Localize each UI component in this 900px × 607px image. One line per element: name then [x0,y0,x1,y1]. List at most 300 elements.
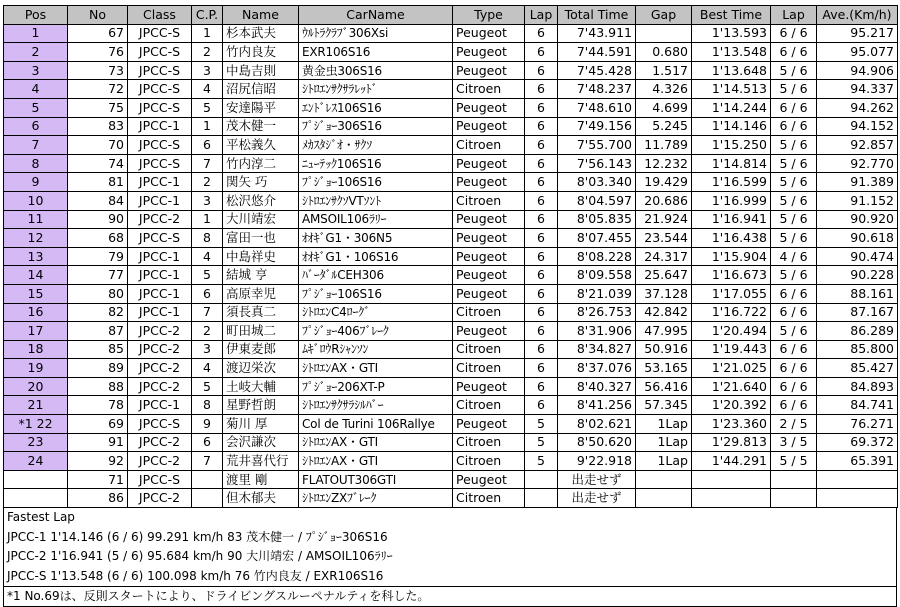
cell-best-lap: 6 / 6 [771,98,817,117]
cell-average-speed: 90.920 [817,210,898,229]
cell-cp: 7 [192,303,223,322]
cell-cp: 8 [192,229,223,248]
cell-gap: 42.842 [636,303,692,322]
cell-no: 75 [68,98,128,117]
fastest-lap-jpcc-s: JPCC-S 1'13.548 (6 / 6) 100.098 km/h 76 竹内良友 / EXR106S16 [7,568,384,583]
cell-lap: 6 [525,340,558,359]
table-row [4,266,898,285]
cell-no: 82 [68,303,128,322]
cell-type: Peugeot [453,266,525,285]
cell-class: JPCC-1 [128,396,192,415]
cell-no: 76 [68,43,128,62]
cell-average-speed: 94.337 [817,80,898,99]
cell-best-time: 1'16.438 [692,229,771,248]
cell-no: 90 [68,210,128,229]
cell-no: 81 [68,173,128,192]
table-row [4,117,898,136]
cell-total-time: 8'04.597 [558,191,636,210]
cell-total-time: 7'55.700 [558,136,636,155]
fastest-lap-jpcc-2: JPCC-2 1'16.941 (5 / 6) 95.684 km/h 90 大川靖宏 / AMSOIL106ﾗﾘｰ [7,549,393,564]
cell-lap: 6 [525,154,558,173]
cell-class: JPCC-S [128,415,192,434]
header-no: No [68,6,128,25]
header-type: Type [453,6,525,25]
table-row [4,284,898,303]
cell-carname: ｼﾄﾛｴﾝC4ﾛｰｸﾞ [299,303,453,322]
cell-pos [4,470,68,489]
cell-type: Peugeot [453,247,525,266]
cell-class: JPCC-1 [128,266,192,285]
cell-type: Citroen [453,191,525,210]
cell-average-speed: 87.167 [817,303,898,322]
cell-carname: ﾌﾟｼﾞｮｰ306S16 [299,117,453,136]
cell-best-lap: 5 / 6 [771,173,817,192]
cell-best-lap: 4 / 6 [771,247,817,266]
cell-pos: 19 [4,359,68,378]
cell-no: 69 [68,415,128,434]
cell-average-speed: 90.618 [817,229,898,248]
cell-no: 77 [68,266,128,285]
cell-carname: ﾌﾟｼﾞｮｰ406ﾌﾞﾚｰｸ [299,322,453,341]
cell-total-time: 8'37.076 [558,359,636,378]
penalty-note: *1 No.69は、反則スタートにより、ドライビングスルーペナルティを科した。 [4,586,896,606]
cell-name: 菊川 厚 [223,415,299,434]
cell-pos: 1 [4,24,68,43]
table-row [4,24,898,43]
cell-total-time: 7'43.911 [558,24,636,43]
cell-class: JPCC-S [128,470,192,489]
cell-type: Peugeot [453,322,525,341]
cell-lap: 6 [525,229,558,248]
cell-total-time: 8'26.753 [558,303,636,322]
results-footer [3,508,897,607]
cell-lap: 6 [525,98,558,117]
table-row [4,452,898,471]
cell-no: 84 [68,191,128,210]
cell-no: 83 [68,117,128,136]
cell-pos: 14 [4,266,68,285]
cell-cp: 4 [192,247,223,266]
cell-lap: 6 [525,396,558,415]
cell-pos: 13 [4,247,68,266]
cell-carname: ｳﾙﾄﾗｸﾗﾌﾞ306Xsi [299,24,453,43]
cell-average-speed: 92.857 [817,136,898,155]
cell-cp: 6 [192,136,223,155]
cell-class: JPCC-2 [128,340,192,359]
cell-type: Citroen [453,340,525,359]
header-average-speed: Ave.(Km/h) [817,6,898,25]
cell-total-time: 出走せず [558,470,636,489]
cell-gap: 47.995 [636,322,692,341]
table-row [4,61,898,80]
cell-average-speed: 90.228 [817,266,898,285]
cell-lap: 5 [525,433,558,452]
cell-carname: ﾌﾟｼﾞｮｰ106S16 [299,173,453,192]
cell-best-lap: 6 / 6 [771,359,817,378]
cell-cp: 3 [192,340,223,359]
cell-lap: 6 [525,136,558,155]
cell-class: JPCC-S [128,136,192,155]
cell-type: Peugeot [453,173,525,192]
cell-cp: 1 [192,210,223,229]
cell-carname: ｼﾄﾛｴﾝAX・GTI [299,359,453,378]
cell-cp: 1 [192,117,223,136]
cell-lap: 6 [525,247,558,266]
cell-best-lap: 3 / 5 [771,433,817,452]
cell-class: JPCC-S [128,229,192,248]
cell-best-time: 1'13.648 [692,61,771,80]
cell-cp: 5 [192,98,223,117]
cell-lap: 6 [525,303,558,322]
table-row [4,43,898,62]
table-row [4,470,898,489]
cell-best-time: 1'17.055 [692,284,771,303]
cell-name: 渡辺栄次 [223,359,299,378]
cell-total-time: 8'02.621 [558,415,636,434]
cell-name: 茂木健一 [223,117,299,136]
table-row [4,433,898,452]
cell-best-time: 1'14.146 [692,117,771,136]
cell-lap: 6 [525,210,558,229]
cell-gap: 5.245 [636,117,692,136]
cell-class: JPCC-1 [128,284,192,303]
cell-name: 中島吉則 [223,61,299,80]
cell-name: 中島祥史 [223,247,299,266]
table-row [4,136,898,155]
cell-type: Citroen [453,396,525,415]
cell-pos: *1 22 [4,415,68,434]
cell-best-lap: 6 / 6 [771,303,817,322]
cell-type: Citroen [453,303,525,322]
cell-carname: 黄金虫306S16 [299,61,453,80]
cell-gap: 19.429 [636,173,692,192]
cell-class: JPCC-1 [128,117,192,136]
cell-average-speed: 65.391 [817,452,898,471]
header-row [4,6,898,25]
cell-best-time [692,489,771,508]
cell-best-lap: 6 / 6 [771,117,817,136]
cell-cp: 5 [192,266,223,285]
cell-lap: 6 [525,173,558,192]
cell-lap: 6 [525,359,558,378]
header-pos: Pos [4,6,68,25]
cell-class: JPCC-1 [128,247,192,266]
cell-class: JPCC-2 [128,210,192,229]
cell-best-time: 1'14.814 [692,154,771,173]
cell-cp: 2 [192,43,223,62]
cell-carname: EXR106S16 [299,43,453,62]
cell-pos: 9 [4,173,68,192]
cell-best-time: 1'44.291 [692,452,771,471]
cell-no: 89 [68,359,128,378]
cell-name: 関矢 巧 [223,173,299,192]
cell-cp: 3 [192,61,223,80]
cell-best-time: 1'16.999 [692,191,771,210]
cell-average-speed: 86.289 [817,322,898,341]
cell-total-time: 8'21.039 [558,284,636,303]
cell-best-lap: 5 / 6 [771,154,817,173]
cell-gap: 4.326 [636,80,692,99]
cell-best-lap: 6 / 6 [771,284,817,303]
cell-name: 伊東麦郎 [223,340,299,359]
cell-type: Citroen [453,80,525,99]
cell-pos: 5 [4,98,68,117]
cell-total-time: 8'34.827 [558,340,636,359]
cell-name: 但木郁夫 [223,489,299,508]
cell-pos: 8 [4,154,68,173]
cell-no: 70 [68,136,128,155]
cell-carname: ｼﾄﾛｴﾝAX・GTI [299,433,453,452]
cell-total-time: 8'05.835 [558,210,636,229]
cell-name: 結城 亨 [223,266,299,285]
cell-average-speed: 91.152 [817,191,898,210]
cell-name: 平松義久 [223,136,299,155]
cell-class: JPCC-2 [128,433,192,452]
cell-gap [636,470,692,489]
cell-total-time: 8'41.256 [558,396,636,415]
cell-type: Peugeot [453,98,525,117]
cell-gap: 37.128 [636,284,692,303]
cell-gap: 0.680 [636,43,692,62]
cell-type: Citroen [453,136,525,155]
cell-total-time: 7'45.428 [558,61,636,80]
cell-total-time: 8'50.620 [558,433,636,452]
cell-best-lap: 5 / 6 [771,322,817,341]
cell-carname: ﾊﾞｰﾀﾞﾙCEH306 [299,266,453,285]
cell-cp: 3 [192,191,223,210]
cell-name: 杉本武夫 [223,24,299,43]
header-gap: Gap [636,6,692,25]
header-name: Name [223,6,299,25]
header-class: Class [128,6,192,25]
cell-type: Peugeot [453,154,525,173]
cell-best-time: 1'15.250 [692,136,771,155]
cell-gap: 1.517 [636,61,692,80]
cell-pos: 15 [4,284,68,303]
cell-average-speed: 84.893 [817,377,898,396]
cell-gap: 50.916 [636,340,692,359]
cell-class: JPCC-2 [128,489,192,508]
table-row [4,303,898,322]
cell-name: 渡里 剛 [223,470,299,489]
cell-name: 町田城二 [223,322,299,341]
cell-cp [192,489,223,508]
cell-type: Citroen [453,359,525,378]
cell-total-time: 8'40.327 [558,377,636,396]
cell-type: Peugeot [453,61,525,80]
cell-class: JPCC-S [128,61,192,80]
cell-name: 大川靖宏 [223,210,299,229]
cell-carname: ｴﾝﾄﾞﾚｽ106S16 [299,98,453,117]
cell-type: Peugeot [453,210,525,229]
cell-carname: ｼﾄﾛｴﾝZXﾌﾞﾚｰｸ [299,489,453,508]
table-row [4,322,898,341]
table-row [4,489,898,508]
cell-carname: ﾒｶｽﾀｼﾞｵ・ｻｸｿ [299,136,453,155]
cell-pos: 16 [4,303,68,322]
cell-best-time: 1'16.599 [692,173,771,192]
cell-best-time: 1'20.494 [692,322,771,341]
cell-carname: ﾑｷﾞﾛｳRｼｬﾝｿﾝ [299,340,453,359]
cell-cp: 6 [192,284,223,303]
cell-pos: 20 [4,377,68,396]
cell-cp: 2 [192,322,223,341]
cell-class: JPCC-1 [128,191,192,210]
cell-type: Citroen [453,433,525,452]
cell-lap [525,470,558,489]
cell-gap: 4.699 [636,98,692,117]
cell-cp: 9 [192,415,223,434]
cell-pos: 10 [4,191,68,210]
cell-best-lap: 5 / 6 [771,266,817,285]
cell-type: Peugeot [453,377,525,396]
cell-no: 92 [68,452,128,471]
cell-pos: 18 [4,340,68,359]
cell-lap: 5 [525,415,558,434]
cell-no: 67 [68,24,128,43]
cell-best-time: 1'16.941 [692,210,771,229]
cell-gap: 56.416 [636,377,692,396]
cell-best-time: 1'21.025 [692,359,771,378]
results-table [3,5,898,508]
cell-name: 高原幸児 [223,284,299,303]
cell-name: 星野哲朗 [223,396,299,415]
cell-average-speed: 90.474 [817,247,898,266]
cell-gap: 57.345 [636,396,692,415]
cell-no: 71 [68,470,128,489]
cell-pos: 24 [4,452,68,471]
cell-class: JPCC-2 [128,377,192,396]
table-row [4,359,898,378]
cell-cp: 4 [192,80,223,99]
cell-name: 安達陽平 [223,98,299,117]
cell-average-speed: 85.427 [817,359,898,378]
cell-class: JPCC-S [128,98,192,117]
table-row [4,154,898,173]
cell-type: Peugeot [453,43,525,62]
cell-best-lap: 6 / 6 [771,377,817,396]
cell-name: 富田一也 [223,229,299,248]
cell-lap: 6 [525,377,558,396]
header-total-time: Total Time [558,6,636,25]
cell-average-speed: 95.077 [817,43,898,62]
cell-lap: 6 [525,80,558,99]
cell-cp: 1 [192,24,223,43]
table-row [4,98,898,117]
cell-lap: 6 [525,284,558,303]
cell-carname: ｼﾄﾛｴﾝｻｸｿVTｿﾝﾄ [299,191,453,210]
cell-average-speed: 94.906 [817,61,898,80]
cell-total-time: 7'48.237 [558,80,636,99]
cell-best-time: 1'19.443 [692,340,771,359]
cell-carname: AMSOIL106ﾗﾘｰ [299,210,453,229]
cell-best-lap: 2 / 5 [771,415,817,434]
cell-carname: Col de Turini 106Rallye [299,415,453,434]
cell-class: JPCC-S [128,154,192,173]
cell-class: JPCC-S [128,24,192,43]
cell-best-lap [771,470,817,489]
cell-gap: 1Lap [636,433,692,452]
cell-average-speed: 85.800 [817,340,898,359]
cell-lap: 6 [525,61,558,80]
results-body [4,24,898,507]
cell-cp: 2 [192,173,223,192]
cell-no: 85 [68,340,128,359]
cell-average-speed: 69.372 [817,433,898,452]
cell-lap: 6 [525,117,558,136]
cell-no: 79 [68,247,128,266]
cell-gap: 25.647 [636,266,692,285]
cell-best-time: 1'16.722 [692,303,771,322]
cell-no: 88 [68,377,128,396]
cell-gap: 23.544 [636,229,692,248]
cell-carname: ｼﾄﾛｴﾝAX・GTI [299,452,453,471]
cell-average-speed: 95.217 [817,24,898,43]
cell-class: JPCC-1 [128,303,192,322]
cell-total-time: 7'49.156 [558,117,636,136]
cell-no: 74 [68,154,128,173]
table-row [4,173,898,192]
cell-average-speed: 84.741 [817,396,898,415]
cell-type: Peugeot [453,117,525,136]
cell-no: 68 [68,229,128,248]
cell-no: 72 [68,80,128,99]
cell-name: 荒井喜代行 [223,452,299,471]
cell-no: 73 [68,61,128,80]
cell-best-time: 1'29.813 [692,433,771,452]
cell-lap [525,489,558,508]
header-best-time: Best Time [692,6,771,25]
cell-type: Citroen [453,489,525,508]
header-carname: CarName [299,6,453,25]
cell-best-lap: 5 / 6 [771,80,817,99]
header-lap: Lap [525,6,558,25]
cell-pos: 3 [4,61,68,80]
cell-best-time [692,470,771,489]
cell-class: JPCC-2 [128,322,192,341]
cell-name: 竹内良友 [223,43,299,62]
fastest-lap-title: Fastest Lap [7,510,75,525]
cell-average-speed: 91.389 [817,173,898,192]
cell-best-lap: 5 / 6 [771,210,817,229]
table-row [4,415,898,434]
cell-type: Peugeot [453,470,525,489]
cell-average-speed: 76.271 [817,415,898,434]
cell-gap: 1Lap [636,452,692,471]
cell-carname: ﾆｭｰﾃｯｸ106S16 [299,154,453,173]
cell-cp: 8 [192,396,223,415]
cell-best-time: 1'14.244 [692,98,771,117]
cell-name: 土岐大輔 [223,377,299,396]
cell-pos: 23 [4,433,68,452]
cell-best-lap: 6 / 6 [771,43,817,62]
cell-class: JPCC-2 [128,452,192,471]
cell-type: Peugeot [453,24,525,43]
cell-carname: ｼﾄﾛｴﾝｻｸｻﾗﾚｯﾄﾞ [299,80,453,99]
cell-name: 会沢謙次 [223,433,299,452]
cell-name: 沼尻信昭 [223,80,299,99]
cell-total-time: 8'31.906 [558,322,636,341]
cell-best-time: 1'16.673 [692,266,771,285]
cell-best-lap: 6 / 6 [771,24,817,43]
table-row [4,229,898,248]
cell-pos: 6 [4,117,68,136]
cell-pos: 7 [4,136,68,155]
cell-gap: 11.789 [636,136,692,155]
cell-gap: 53.165 [636,359,692,378]
table-row [4,377,898,396]
header-best-lap: Lap [771,6,817,25]
